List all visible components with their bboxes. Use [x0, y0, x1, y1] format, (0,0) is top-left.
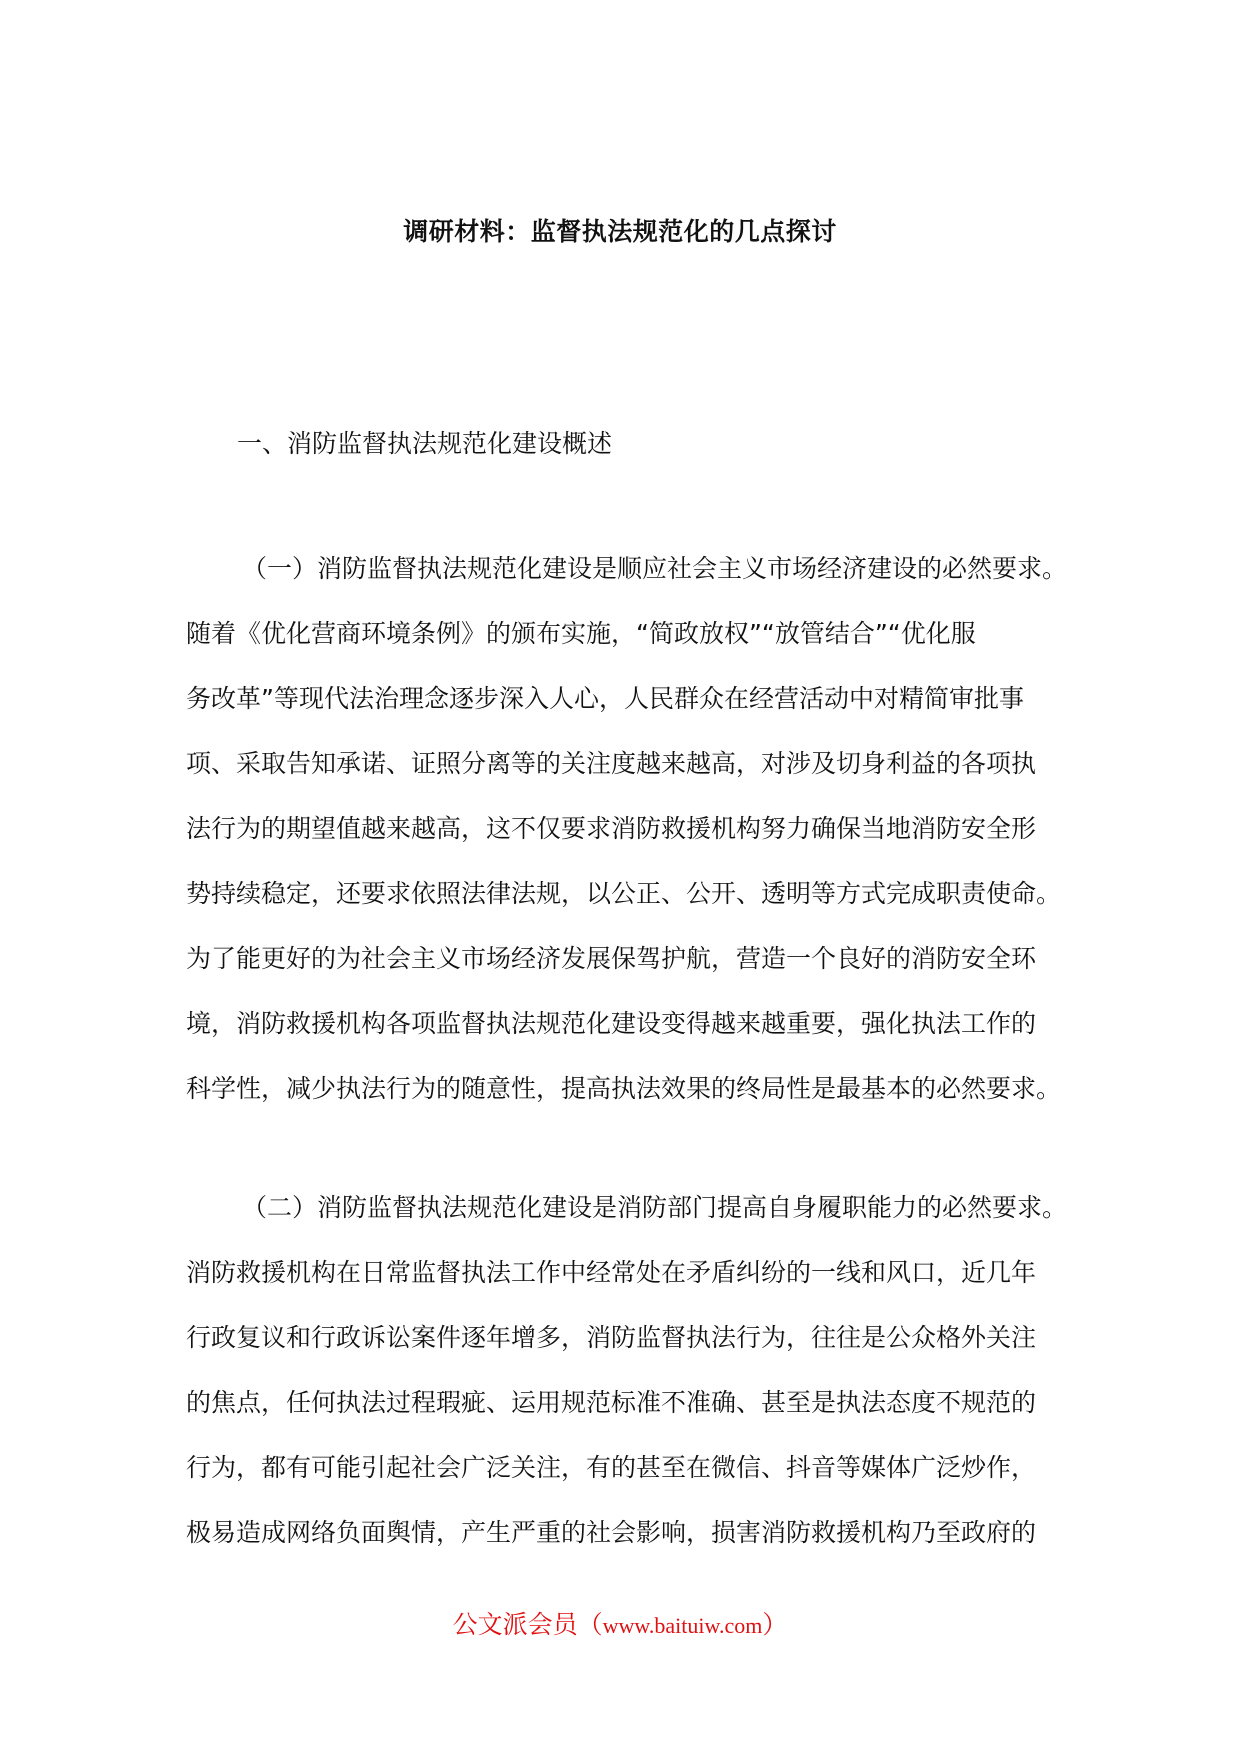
paragraph-2 — [186, 1175, 1066, 1565]
paragraph-line: （一）消防监督执法规范化建设是顺应社会主义市场经济建设的必然要求。 — [242, 554, 1068, 583]
paragraph-line: 境，消防救援机构各项监督执法规范化建设变得越来越重要，强化执法工作的 — [186, 1009, 1037, 1038]
footer-brand: 公文派会员（ — [452, 1610, 603, 1639]
paragraph-line: 行为，都有可能引起社会广泛关注，有的甚至在微信、抖音等媒体广泛炒作， — [186, 1453, 1037, 1482]
paragraph-line: 的焦点，任何执法过程瑕疵、运用规范标准不准确、甚至是执法态度不规范的 — [186, 1388, 1037, 1417]
paragraph-line: 消防救援机构在日常监督执法工作中经常处在矛盾纠纷的一线和风口，近几年 — [186, 1258, 1037, 1287]
paragraph-line: 极易造成网络负面舆情，产生严重的社会影响，损害消防救援机构乃至政府的 — [186, 1518, 1037, 1547]
footer-close: ） — [762, 1610, 788, 1639]
paragraph-line: 务改革”等现代法治理念逐步深入人心，人民群众在经营活动中对精简审批事 — [186, 684, 1024, 713]
paragraph-line: 随着《优化营商环境条例》的颁布实施，“简政放权”“放管结合”“优化服 — [186, 619, 976, 648]
paragraph-1 — [186, 536, 1066, 1121]
section-heading: 一、消防监督执法规范化建设概述 — [237, 429, 613, 458]
paragraph-line: 科学性，减少执法行为的随意性，提高执法效果的终局性是最基本的必然要求。 — [186, 1074, 1062, 1103]
paragraph-line: 为了能更好的为社会主义市场经济发展保驾护航，营造一个良好的消防安全环 — [186, 944, 1037, 973]
paragraph-line: 行政复议和行政诉讼案件逐年增多，消防监督执法行为，往往是公众格外关注 — [186, 1323, 1037, 1352]
footer-watermark — [0, 1605, 1240, 1646]
paragraph-line: 法行为的期望值越来越高，这不仅要求消防救援机构努力确保当地消防安全形 — [186, 814, 1037, 843]
document-title: 调研材料：监督执法规范化的几点探讨 — [403, 217, 837, 246]
paragraph-line: 势持续稳定，还要求依照法律法规，以公正、公开、透明等方式完成职责使命。 — [186, 879, 1062, 908]
footer-url[interactable]: www.baituiw.com — [602, 1613, 763, 1638]
paragraph-line: 项、采取告知承诺、证照分离等的关注度越来越高，对涉及切身利益的各项执 — [186, 749, 1037, 778]
paragraph-line: （二）消防监督执法规范化建设是消防部门提高自身履职能力的必然要求。 — [242, 1193, 1068, 1222]
